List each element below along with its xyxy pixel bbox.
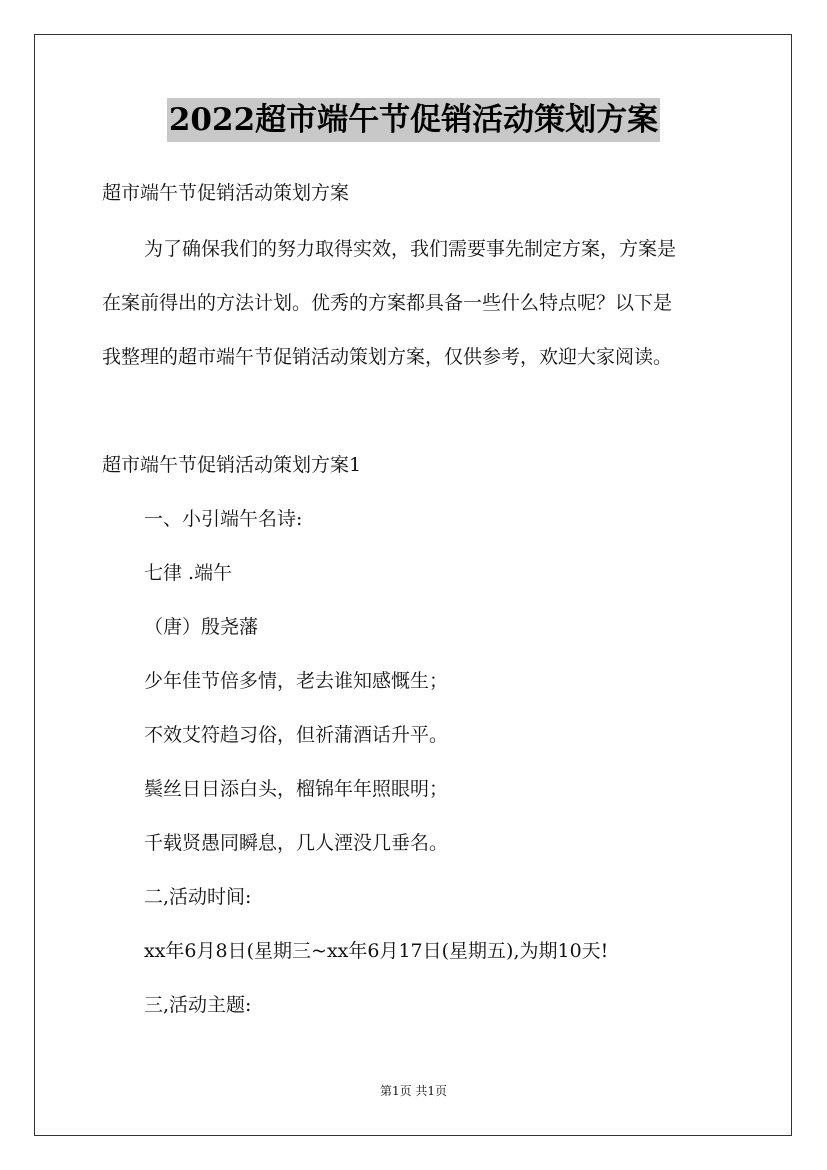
poem-title: 七律 .端午	[144, 562, 233, 584]
poem-line-3: 鬓丝日日添白头，榴锦年年照眼明；	[144, 778, 449, 800]
intro-line-2: 在案前得出的方法计划。优秀的方案都具备一些什么特点呢？以下是	[102, 292, 673, 314]
poem-author: （唐）殷尧藩	[144, 616, 259, 638]
poem-line-2: 不效艾符趋习俗，但祈蒲酒话升平。	[144, 724, 449, 746]
intro-line-1: 为了确保我们的努力取得实效，我们需要事先制定方案，方案是	[144, 238, 677, 260]
document-subtitle: 超市端午节促销活动策划方案	[102, 182, 350, 204]
item2-text: xx年6月8日(星期三~xx年6月17日(星期五),为期10天!	[144, 940, 609, 962]
poem-line-1: 少年佳节倍多情，老去谁知感慨生；	[144, 670, 449, 692]
title-container	[0, 98, 827, 142]
document-title: 2022超市端午节促销活动策划方案	[167, 98, 660, 142]
item1-heading: 一、小引端午名诗:	[144, 508, 303, 530]
item2-heading: 二,活动时间:	[144, 886, 252, 908]
item3-heading: 三,活动主题:	[144, 994, 252, 1016]
section-heading: 超市端午节促销活动策划方案1	[102, 454, 362, 476]
page-footer: 第1页 共1页	[379, 1084, 448, 1098]
intro-line-3: 我整理的超市端午节促销活动策划方案，仅供参考，欢迎大家阅读。	[102, 346, 673, 368]
poem-line-4: 千载贤愚同瞬息，几人湮没几垂名。	[144, 832, 449, 854]
